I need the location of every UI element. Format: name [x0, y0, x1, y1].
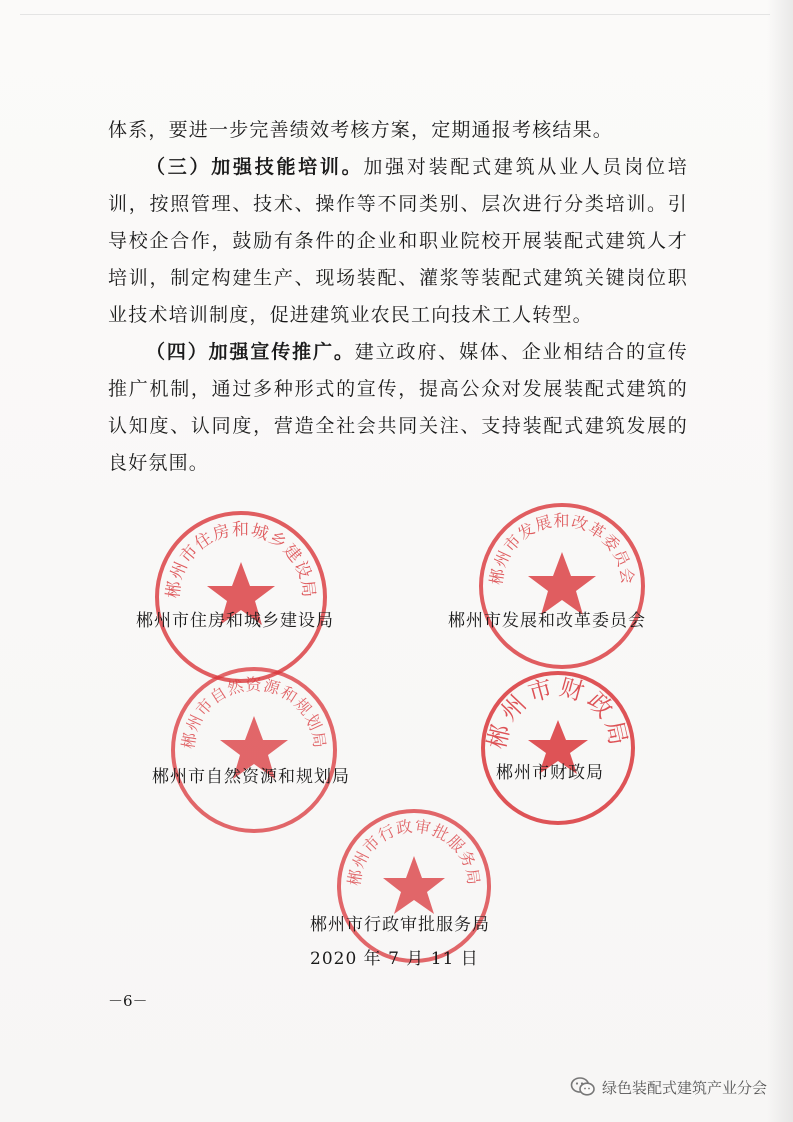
signature-development: 郴州市发展和改革委员会 [448, 611, 646, 631]
wechat-footer[interactable] [570, 1072, 767, 1102]
page-edge-shadow [767, 0, 793, 1122]
page-number: －6－ [108, 992, 148, 1010]
section-4-body: 建立政府、媒体、企业相结合的宣传推广机制，通过多种形式的宣传，提高公众对发展装配式建筑的认知度、认同度，营造全社会共同关注、支持装配式建筑发展的良好氛围。 [108, 341, 688, 474]
account-name[interactable]: 绿色装配式建筑产业分会 [601, 1078, 767, 1097]
seal-approval [334, 806, 494, 966]
signature-approval: 郴州市行政审批服务局 [310, 915, 490, 935]
seal-approval-text: 郴州市行政审批服务局 [344, 816, 484, 887]
signature-housing: 郴州市住房和城乡建设局 [136, 611, 334, 631]
document-date: 2020 年 7 月 11 日 [310, 949, 479, 969]
seal-development-text: 郴州市发展和改革委员会 [486, 511, 638, 587]
signature-resources: 郴州市自然资源和规划局 [152, 767, 350, 787]
seal-resources [168, 664, 340, 836]
seal-resources-text: 郴州市自然资源和规划局 [178, 675, 330, 751]
top-rule [20, 14, 770, 15]
section-4-title: （四）加强宣传推广。 [146, 341, 355, 363]
seal-development [476, 500, 648, 672]
signature-finance: 郴州市财政局 [496, 763, 604, 783]
seal-housing-text: 郴州市住房和城乡建设局 [163, 519, 319, 600]
seal-housing [152, 508, 330, 686]
seal-finance [478, 668, 638, 828]
document-body [108, 112, 688, 482]
paragraph-section-4 [108, 334, 688, 482]
wechat-icon [570, 1076, 596, 1098]
paragraph-1: 体系，要进一步完善绩效考核方案，定期通报考核结果。 [108, 119, 614, 141]
section-3-title: （三）加强技能培训。 [146, 156, 364, 178]
paragraph-section-3 [108, 149, 688, 334]
section-3-body: 加强对装配式建筑从业人员岗位培训，按照管理、技术、操作等不同类别、层次进行分类培训。引导校企合作，鼓励有条件的企业和职业院校开展装配式建筑人才培训，制定构建生产、现场装配、灌浆等装配式建筑关键岗位职业技术培训制度，促进建筑业农民工向技术工人转型。 [108, 156, 688, 326]
seal-finance-text: 郴州市财政局 [482, 672, 634, 752]
